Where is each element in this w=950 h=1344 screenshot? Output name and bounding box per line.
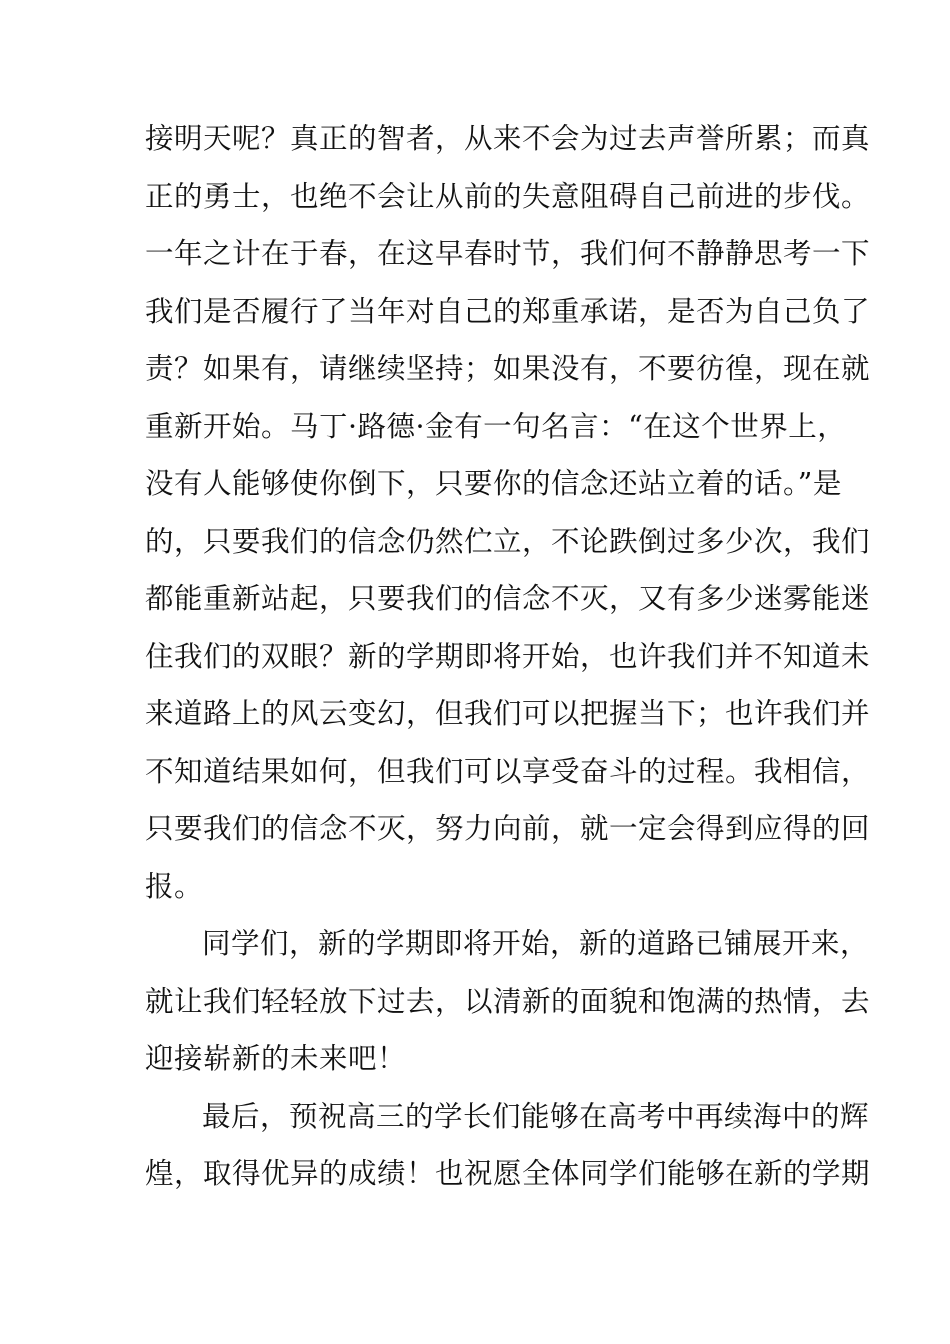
text-line: 我们是否履行了当年对自己的郑重承诺，是否为自己负了: [145, 294, 871, 328]
text-line: 报。: [145, 869, 204, 903]
text-line: 来道路上的风云变幻，但我们可以把握当下；也许我们并: [145, 697, 871, 730]
text-line: 迎接崭新的未来吧！: [145, 1042, 407, 1075]
text-line: 接明天呢？真正的智者，从来不会为过去声誉所累；而真: [145, 122, 871, 155]
text-line: 责？如果有，请继续坚持；如果没有，不要彷徨，现在就: [145, 352, 871, 385]
paragraph-start-line: 最后，预祝高三的学长们能够在高考中再续海中的辉: [202, 1099, 870, 1133]
text-line: 只要我们的信念不灭，努力向前，就一定会得到应得的回: [145, 812, 871, 845]
text-line: 重新开始。马丁·路德·金有一句名言：“在这个世界上，: [145, 409, 847, 443]
text-line: 不知道结果如何，但我们可以享受奋斗的过程。我相信，: [145, 754, 871, 788]
body-text: [145, 110, 871, 1203]
text-line: 正的勇士，也绝不会让从前的失意阻碍自己前进的步伐。: [145, 179, 871, 213]
text-line: 没有人能够使你倒下，只要你的信念还站立着的话。”是: [145, 467, 842, 500]
paragraph-start-line: 同学们，新的学期即将开始，新的道路已铺展开来，: [202, 927, 870, 960]
text-line: 煌，取得优异的成绩！也祝愿全体同学们能够在新的学期: [145, 1157, 871, 1190]
text-line: 的，只要我们的信念仍然伫立，不论跌倒过多少次，我们: [145, 524, 871, 558]
text-line: 都能重新站起，只要我们的信念不灭，又有多少迷雾能迷: [145, 582, 871, 615]
text-line: 一年之计在于春，在这早春时节，我们何不静静思考一下: [145, 237, 871, 270]
text-line: 就让我们轻轻放下过去，以清新的面貌和饱满的热情，去: [145, 984, 871, 1018]
text-line: 住我们的双眼？新的学期即将开始，也许我们并不知道未: [145, 639, 871, 673]
